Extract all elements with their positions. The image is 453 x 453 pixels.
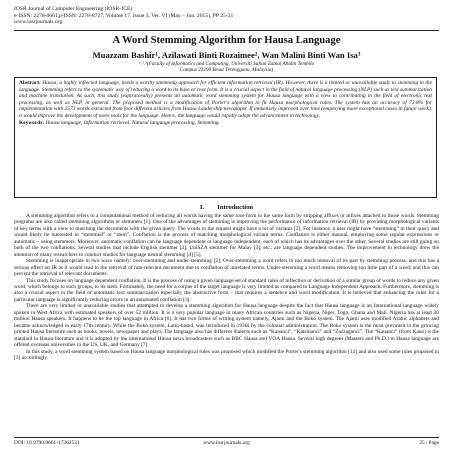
abstract-text: Hausa, a highly inflected language, needs a worthy stemming approach for efficient information retrieval (IR). However, there is a limited or unavailable study to stemming in the language. Stemming refers to the systematic way of reducing a word to its base or root form. It is a crucial aspect in the field of natural language processing (NLP) such as text summarization and machine translation. As such, this study (expiratorally) presents an automatic word stemming system for Hausa language with a view to contributing in the field of electronic text processing, as well as NLP, in general. The proposed method is a modification of Porter's algorithm to fit Hausa morphological rules. The system has an accuracy of 73.8% for implementation with 2573 words extracted from four different articles from Hausa Leadership newspaper. If immensely improved over time (employing more exceptional cases in future work), it would improve the development of more tools for the language. Hence, the language would rapidly adopt the advancement in technology. xyxy=(19,80,432,119)
intro-paragraph-1: A stemming algorithm refers to a computational method of reducing all words having the same root-form to the same form by stripping affixes or infixes attached to those words. Stemming programs are also called stemming algorithms or stemmers [1]. One of the advantages of stemming is improving the performance of information retrieval (IR) by providing morphological variants of key terms with a view to matching the documents with the given query. The words in the request might have a lot of variants [2]. For instance, a user might have “stemming” in their query and would likely be interested in “stemmed” or “stem”. Conflation is the process of matching morphological variant terms. Conflation is either manual, employing some regular expressions or automatic – using stemmers. Moreover, automatic conflation can be language dependent or language independent, each of which has its advantages over the other. Several studies are still going on both of the two conflations. Several studies that include English stemmer [3], UniSZA stemmer for Malay [3], etc., are language dependent studies. The improvement in technology drew the attention of many researchers to conduct studies for language neutral stemming [4] [5]. xyxy=(14,213,439,258)
paper-authors: Muazzam Bashir¹, Azilawati Binti Rozaimee², Wan Malini Binti Wan Isa³ xyxy=(92,50,361,60)
journal-header xyxy=(14,6,439,26)
intro-paragraph-2: Stemming is inappropriate in two ways namely: over-stemming and under-stemming [2]. Over-stemming a word refers to too much removal of its part by stemming process, and this has a serious effect on IR as it would lead to the retrieval of non-relevant document due to conflation of unrelated terms. Under-stemming a word means removing too little part of a word, and this can prevent the retrieval of relevant documents. xyxy=(14,258,439,278)
header-divider xyxy=(14,30,439,31)
abstract-paragraph xyxy=(19,80,432,119)
affiliation-line-1: ¹˒²˒³(Faculty of Informatics and Computing, Universiti Sultan Zainal Abidin Tembila xyxy=(138,61,315,67)
journal-issn: e-ISSN: 2278-0661,p-ISSN: 2278-8727, Volume 17, Issue 3, Ver. VI (May – Jun. 2015), PP 25-31 xyxy=(14,12,234,19)
keywords-text: Hausa language, Information retrieval, Natural language processing, Stemming. xyxy=(45,120,220,127)
journal-name: IOSR Journal of Computer Engineering (IOSR-JCE) xyxy=(14,6,133,12)
keywords-line xyxy=(19,120,432,127)
author-affiliation xyxy=(14,61,439,73)
section-heading-introduction: I. Introduction xyxy=(199,204,254,211)
intro-paragraph-4: There are very limited or unavailable studies that attempted to develop a stemming algorithm for Hausa language despite the fact that Hausa language is an International language widely spoken in West Africa with estimated speakers of over 52 million. It is a very popular language in many African countries such as Nigeria, Niger, Togo, Ghana and Mali. Nigeria has at least 30 million Hausa speakers. It happens to be the top language in Africa [6]. It has two forms of writing system namely, Ajami and the Boko system. The Ajami uses modified Arabic alphabets and became acknowledged in early 17th century. While the Boko system, Latin-based, was introduced in 1930s by the colonial administration. The Boko system is the most prevalent in the growing printed Hausa literature such as books, novels, newspaper and plays. The language also has different dialects such as “Kananci”, “Katsinanci” and “Zazzaganci”. The “Kananci” (from Kano) is the standard in Hausa literature and it is adopted by the international Hausa news broadcasters such as BBC Hausa and VOA Hausa. Several high degrees (Masters and Ph.D.) in Hausa language are offered overseas universities in the US, UK, and Germany [7]. xyxy=(14,303,439,349)
footer-doi: DOI: 10.9790/0661-17362531 xyxy=(14,440,80,446)
footer-website[interactable]: www.iosrjournals.org xyxy=(203,440,250,446)
keywords-label: Keywords: xyxy=(19,120,45,127)
affiliation-line-2: Campus 22200 Besut Terengganu, Malaysia) xyxy=(179,67,274,74)
intro-paragraph-5: In this study, a word stemming system based on Hausa language morphological rules was proposed which modified the Porter's stemming algorithm [12] and also used some rules proposed in [3] accordingly. xyxy=(14,348,439,361)
intro-paragraph-3: This study focuses on language dependent conflation. It is the process of using a given language set of standard rules of inflection or derivation of a similar group of words to reduce any given word, which belongs to such groups, to its stem. Fortunately, the need for a corpus of the target language is very limited as compared to Language Independent Approach. Furthermore, stemming is also a crucial aspect in the field of automatic text summarization especially the abstractive form – that requires a sentence and word modification. It is believed that enhancing the rules for a particular language is significantly reducing errors in an automated conflation [3]. xyxy=(14,277,439,303)
introduction-body xyxy=(14,213,439,435)
footer-page-number: 25 | Page xyxy=(419,440,439,446)
abstract-label: Abstract: xyxy=(19,80,41,86)
journal-website[interactable]: www.iosrjournals.org xyxy=(14,19,63,26)
footer-divider xyxy=(14,437,439,438)
paper-title: A Word Stemming Algorithm for Hausa Language xyxy=(112,35,341,46)
abstract-box xyxy=(14,77,437,198)
